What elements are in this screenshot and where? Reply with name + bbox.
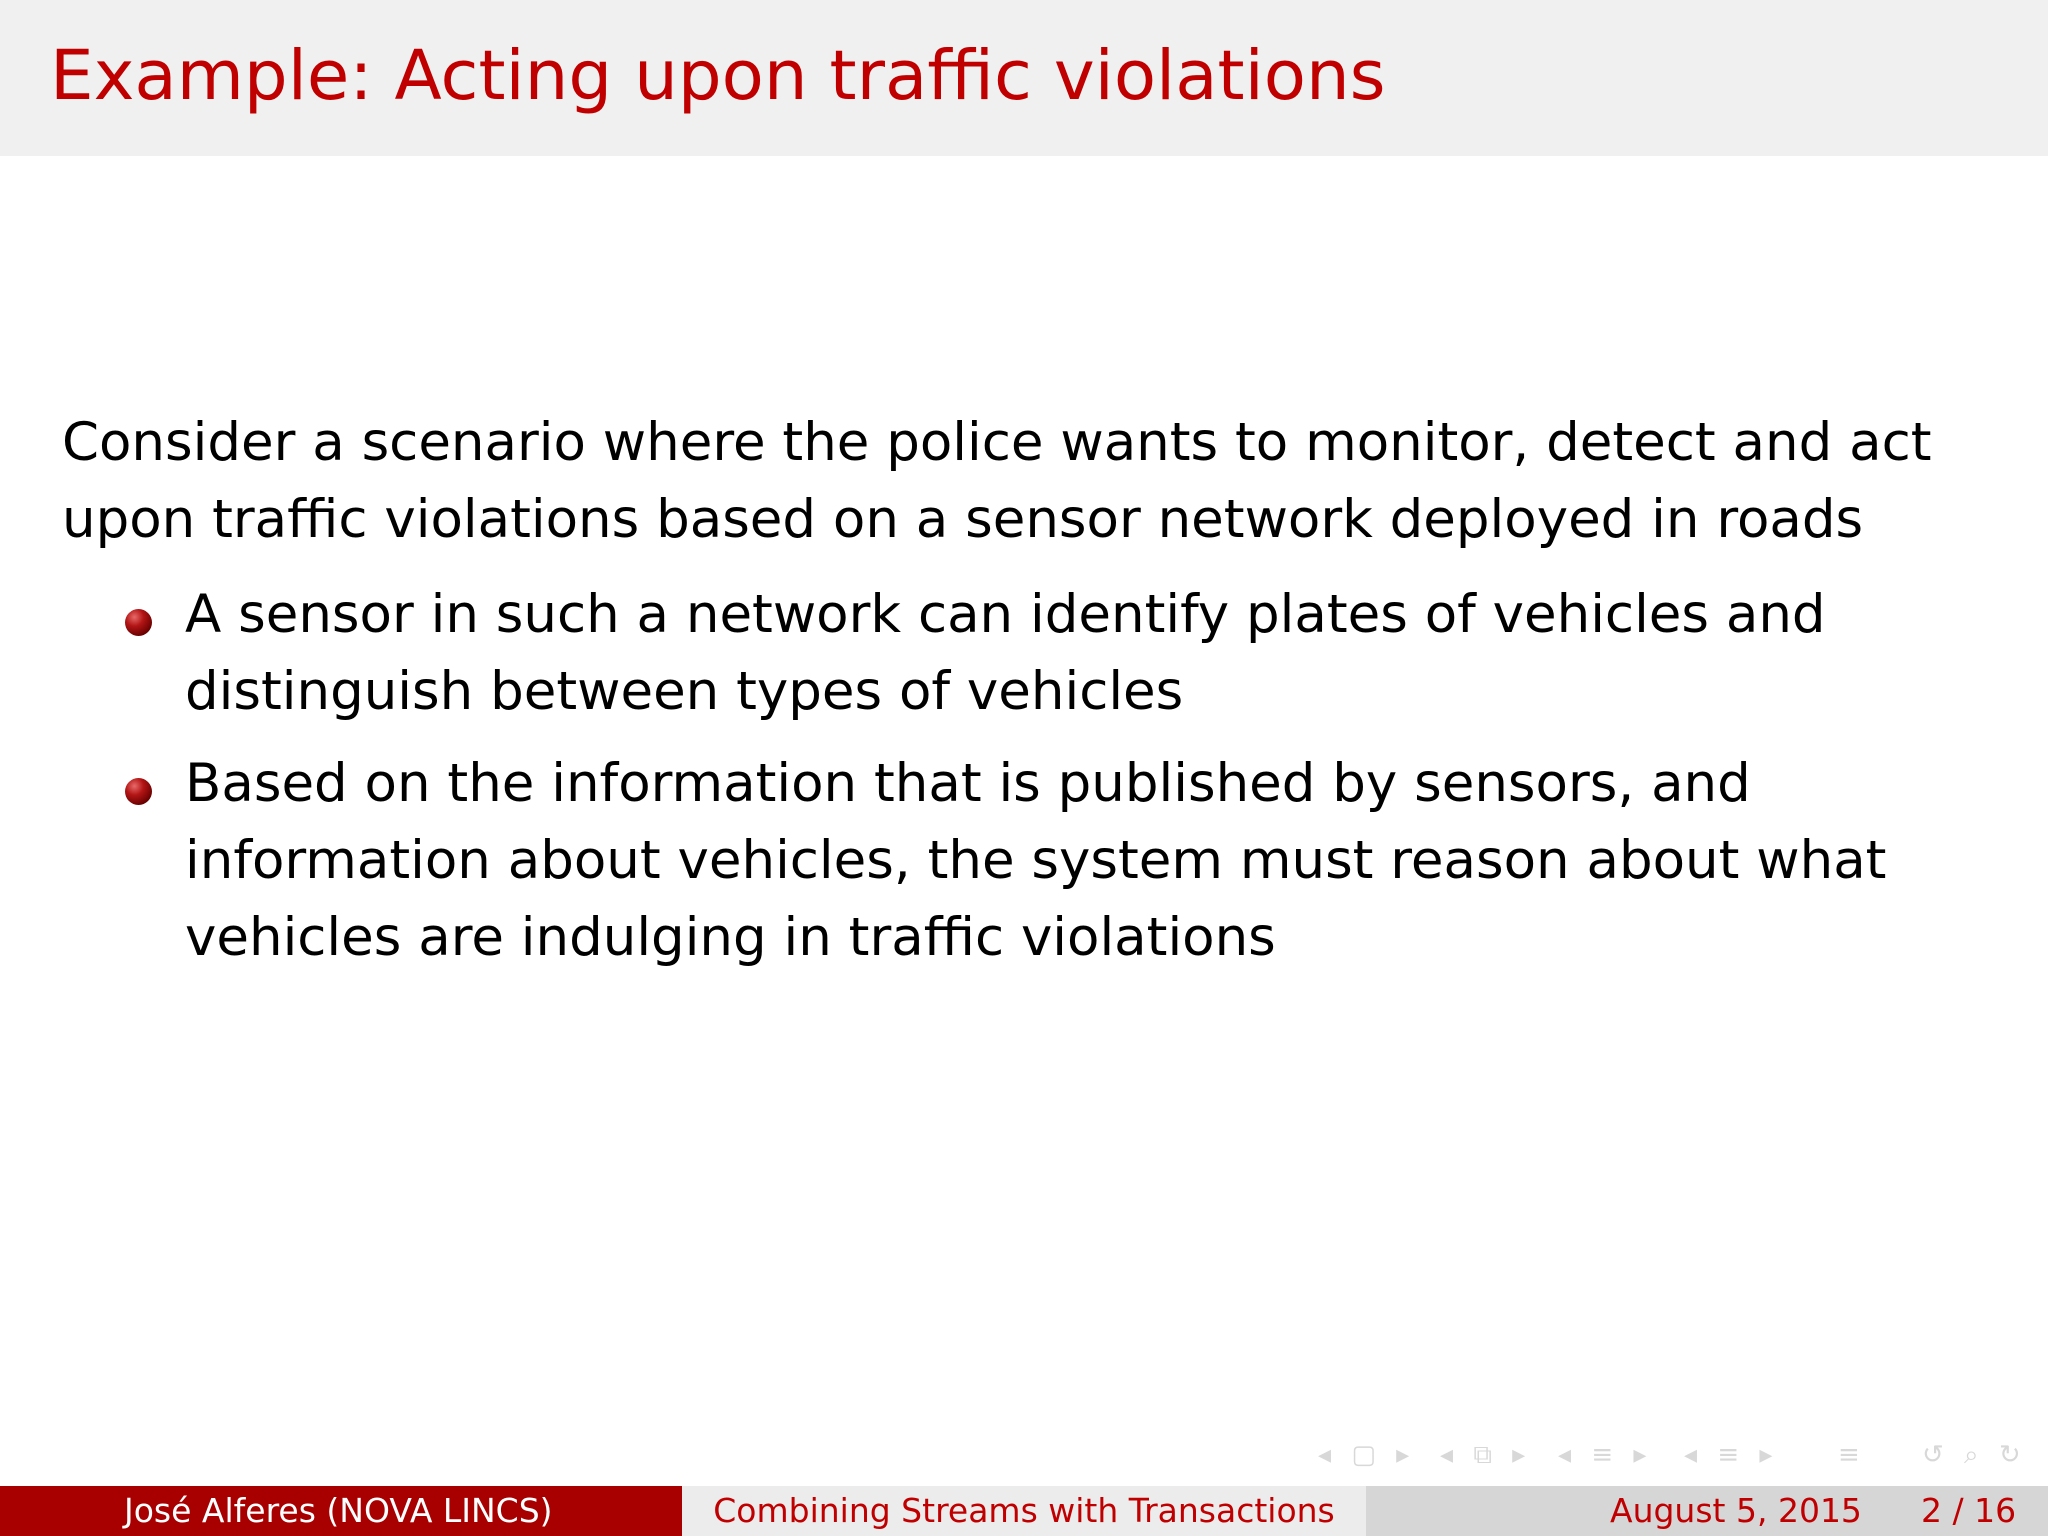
bullet-item bbox=[62, 745, 1982, 976]
bullet-list bbox=[62, 576, 1982, 976]
bullet-ball-icon bbox=[125, 609, 152, 636]
nav-frame-icon[interactable]: ◂ ▢ ▸ bbox=[1318, 1440, 1416, 1470]
footer-title-panel bbox=[682, 1486, 1366, 1536]
bullet-item bbox=[62, 576, 1982, 730]
nav-appendix-icon[interactable]: ≡ bbox=[1838, 1440, 1866, 1470]
intro-paragraph: Consider a scenario where the police wants to monitor, detect and act upon traffic violations based on a sensor network deployed in roads bbox=[62, 412, 1932, 550]
footer-author: José Alferes (NOVA LINCS) bbox=[124, 1491, 553, 1530]
nav-subsection-icon[interactable]: ◂ ⧉ ▸ bbox=[1440, 1440, 1532, 1470]
bullet-text: A sensor in such a network can identify plates of vehicles and distinguish between types of vehicles bbox=[185, 584, 1826, 722]
bullet-text: Based on the information that is published by sensors, and information about vehicles, the system must reason about what vehicles are indulging in traffic violations bbox=[185, 753, 1887, 968]
bullet-ball-icon bbox=[125, 778, 152, 805]
footer-talk-title: Combining Streams with Transactions bbox=[713, 1491, 1335, 1530]
footer-page-number: 2 / 16 bbox=[1921, 1491, 2017, 1530]
slide-title: Example: Acting upon traffic violations bbox=[50, 36, 1386, 116]
nav-section2-icon[interactable]: ◂ ≡ ▸ bbox=[1684, 1440, 1779, 1470]
footer bbox=[0, 1486, 2048, 1536]
nav-search-icon[interactable]: ↺ ⌕ ↻ bbox=[1922, 1440, 2027, 1470]
title-bar bbox=[0, 0, 2048, 156]
footer-date-panel bbox=[1366, 1486, 2048, 1536]
slide-body bbox=[62, 404, 1982, 991]
footer-author-panel bbox=[0, 1486, 682, 1536]
nav-section-icon[interactable]: ◂ ≡ ▸ bbox=[1558, 1440, 1653, 1470]
footer-date: August 5, 2015 bbox=[1610, 1491, 1862, 1530]
